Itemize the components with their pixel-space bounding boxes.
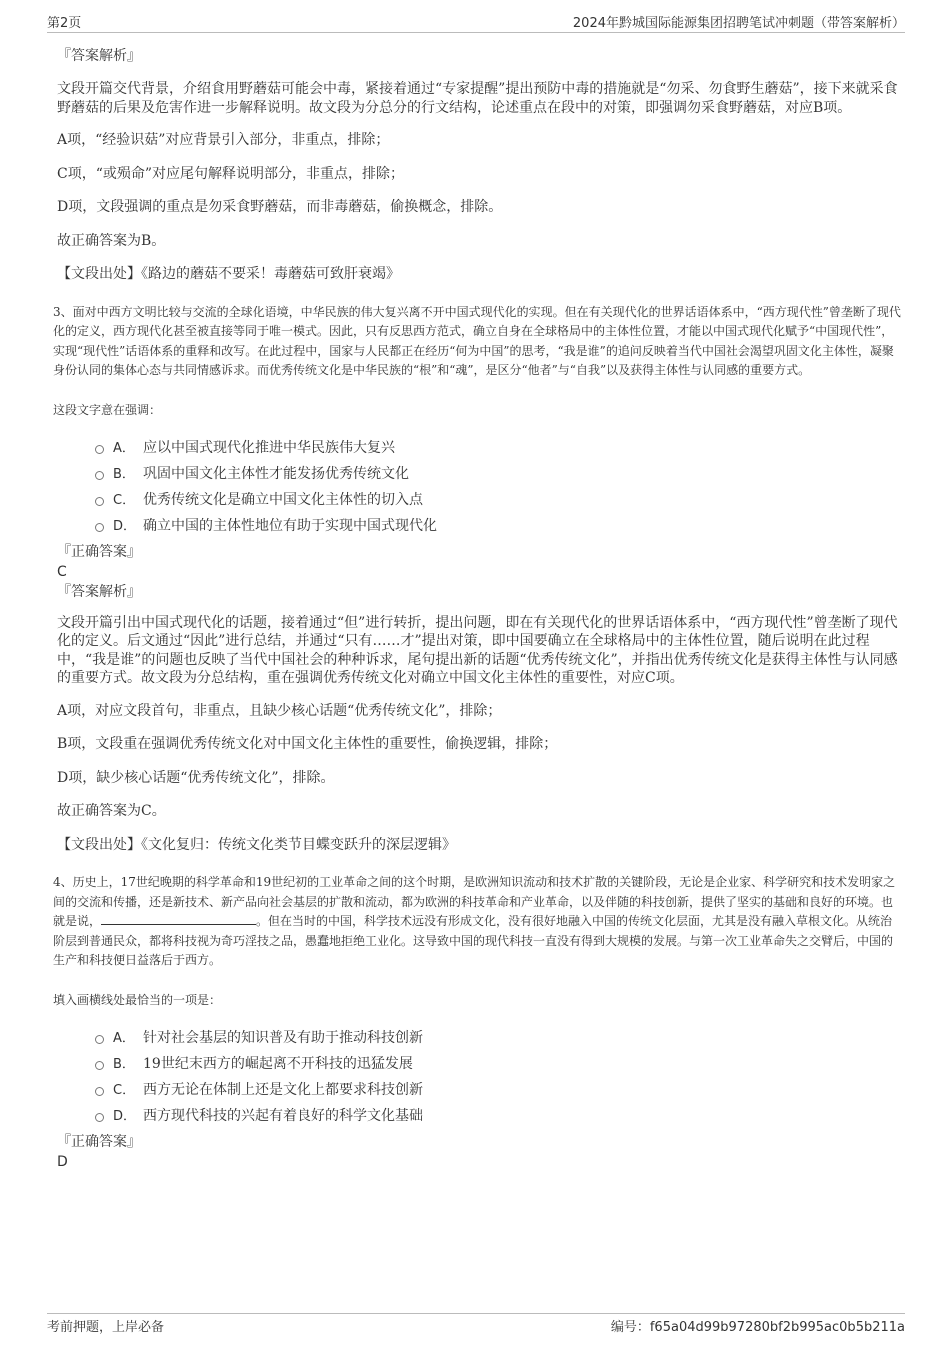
q3-answer: C: [57, 563, 67, 580]
fill-in-blank: [101, 912, 256, 925]
q4-answer: D: [57, 1153, 68, 1170]
q3-option-d[interactable]: D． 确立中国的主体性地位有助于实现中国式现代化: [95, 512, 903, 538]
q4-prompt: 填入画横线处最恰当的一项是：: [53, 992, 222, 1007]
radio-icon[interactable]: [95, 1035, 104, 1044]
page-header: [47, 12, 905, 33]
q3-source: 【文段出处】《文化复归：传统文化类节目蝶变跃升的深层逻辑》: [57, 836, 456, 853]
radio-icon[interactable]: [95, 471, 104, 480]
page-number: 第2页: [47, 16, 82, 31]
q2-analysis-label: 『答案解析』: [57, 48, 141, 64]
q3-option-b[interactable]: B． 巩固中国文化主体性才能发扬优秀传统文化: [95, 460, 903, 486]
q3-prompt: 这段文字意在强调：: [53, 402, 162, 417]
q4-option-b[interactable]: B． 19世纪末西方的崛起离不开科技的迅猛发展: [95, 1050, 903, 1076]
footer-slogan: 考前押题，上岸必备: [47, 1320, 165, 1335]
q3-conclusion: 故正确答案为C。: [57, 803, 166, 819]
q4-option-a[interactable]: A． 针对社会基层的知识普及有助于推动科技创新: [95, 1024, 903, 1050]
radio-icon[interactable]: [95, 497, 104, 506]
page-content: [53, 46, 903, 1172]
radio-icon[interactable]: [95, 1061, 104, 1070]
q3-answer-label: 『正确答案』: [57, 543, 141, 560]
q2-analysis: 文段开篇交代背景，介绍食用野蘑菇可能会中毒，紧接着通过“专家提醒”提出预防中毒的措施就是“勿采、勿食野生蘑菇”，接下来就采食野蘑菇的后果及危害作进一步解释说明。故文段为分总分的行文结构，论述重点在段中的对策，即强调勿采食野蘑菇，对应B项。: [57, 81, 898, 116]
q3-analysis-label: 『答案解析』: [57, 583, 141, 600]
q2-conclusion: 故正确答案为B。: [57, 232, 166, 249]
q3-stem: 3、面对中西方文明比较与交流的全球化语境，中华民族的伟大复兴离不开中国式现代化的实现。但在有关现代化的世界话语体系中，“西方现代性”曾垄断了现代化的定义，西方现代化甚至被直接等同于唯一模式。因此，只有反思西方范式，确立自身在全球格局中的主体性位置，才能以中国式现代化赋予“中国现代性”，实现“现代性”话语体系的重释和改写。在此过程中，国家与人民都正在经历“何为中国”的思考，“我是谁”的追问反映着当代中国社会渴望巩固文化主体性，凝聚身份认同的集体心态与共同情感诉求。而优秀传统文化是中华民族的“根”和“魂”，是区分“他者”与“自我”以及获得主体性与认同感的重要方式。: [53, 304, 901, 377]
q3-options: [53, 434, 903, 538]
page-footer: [47, 1313, 905, 1336]
q2-item-c: C项，“或殒命”对应尾句解释说明部分，非重点，排除；: [57, 165, 405, 182]
q4-answer-label: 『正确答案』: [57, 1133, 141, 1150]
q4-stem: [53, 873, 903, 971]
q3-item-b: B项，文段重在强调优秀传统文化对中国文化主体性的重要性，偷换逻辑，排除；: [57, 736, 558, 752]
radio-icon[interactable]: [95, 1113, 104, 1122]
q4-options: [53, 1024, 903, 1128]
q3-item-d: D项，缺少核心话题“优秀传统文化”，排除。: [57, 769, 335, 786]
q2-source: 【文段出处】《路边的蘑菇不要采！毒蘑菇可致肝衰竭》: [57, 266, 400, 282]
q3-analysis: 文段开篇引出中国式现代化的话题，接着通过“但”进行转折，提出问题，即在有关现代化的世界话语体系中，“西方现代性”曾垄断了现代化的定义。后文通过“因此”进行总结，并通过“只有……才”提出对策，即中国要确立在全球格局中的主体性位置，随后说明在此过程中，“我是谁”的问题也反映了当代中国社会的种种诉求，尾句提出新的话题“优秀传统文化”，并指出优秀传统文化是获得主体性与认同感的重要方式。故文段为分总结构，重在强调优秀传统文化对确立中国文化主体性的重要性，对应C项。: [57, 614, 898, 686]
q3-option-c[interactable]: C． 优秀传统文化是确立中国文化主体性的切入点: [95, 486, 903, 512]
q2-item-d: D项，文段强调的重点是勿采食野蘑菇，而非毒蘑菇，偷换概念，排除。: [57, 199, 503, 215]
q3-item-a: A项，对应文段首句，非重点，且缺少核心话题“优秀传统文化”，排除；: [57, 702, 502, 719]
q4-option-c[interactable]: C． 西方无论在体制上还是文化上都要求科技创新: [95, 1076, 903, 1102]
q2-item-a: A项，“经验识菇”对应背景引入部分，非重点，排除；: [57, 132, 390, 148]
radio-icon[interactable]: [95, 523, 104, 532]
q4-option-d[interactable]: D． 西方现代科技的兴起有着良好的科学文化基础: [95, 1102, 903, 1128]
document-title: 2024年黔城国际能源集团招聘笔试冲刺题（带答案解析）: [572, 16, 905, 31]
q3-option-a[interactable]: A． 应以中国式现代化推进中华民族伟大复兴: [95, 434, 903, 460]
footer-serial: 编号：f65a04d99b97280bf2b995ac0b5b211a: [610, 1320, 905, 1335]
radio-icon[interactable]: [95, 445, 104, 454]
q4-stem-part1: 4、历史上，17世纪晚期的科学革命和19世纪初的工业革命之间的这个时期，是欧洲知识流动和技术扩散的关键阶段，无论是企业家、科学研究和技术发明家之间的交流和传播，还是新技术、新产品向社会基层的扩散和流动，都为欧洲的科技革命和产业革命，以及伴随的科技创新，提供了坚实的基础和良好的环境。也就是说，: [53, 875, 896, 928]
q4-stem-part2: 。但在当时的中国，科学技术远没有形成文化，没有很好地融入中国的传统文化层面，尤其是没有融入草根文化。从统治阶层到普通民众，都将科技视为奇巧淫技之品，愚蠢地拒绝工业化。这导致中国的现代科技一直没有得到大规模的发展。与第一次工业革命失之交臂后，中国的生产和科技便日益落后于西方。: [53, 914, 894, 967]
radio-icon[interactable]: [95, 1087, 104, 1096]
